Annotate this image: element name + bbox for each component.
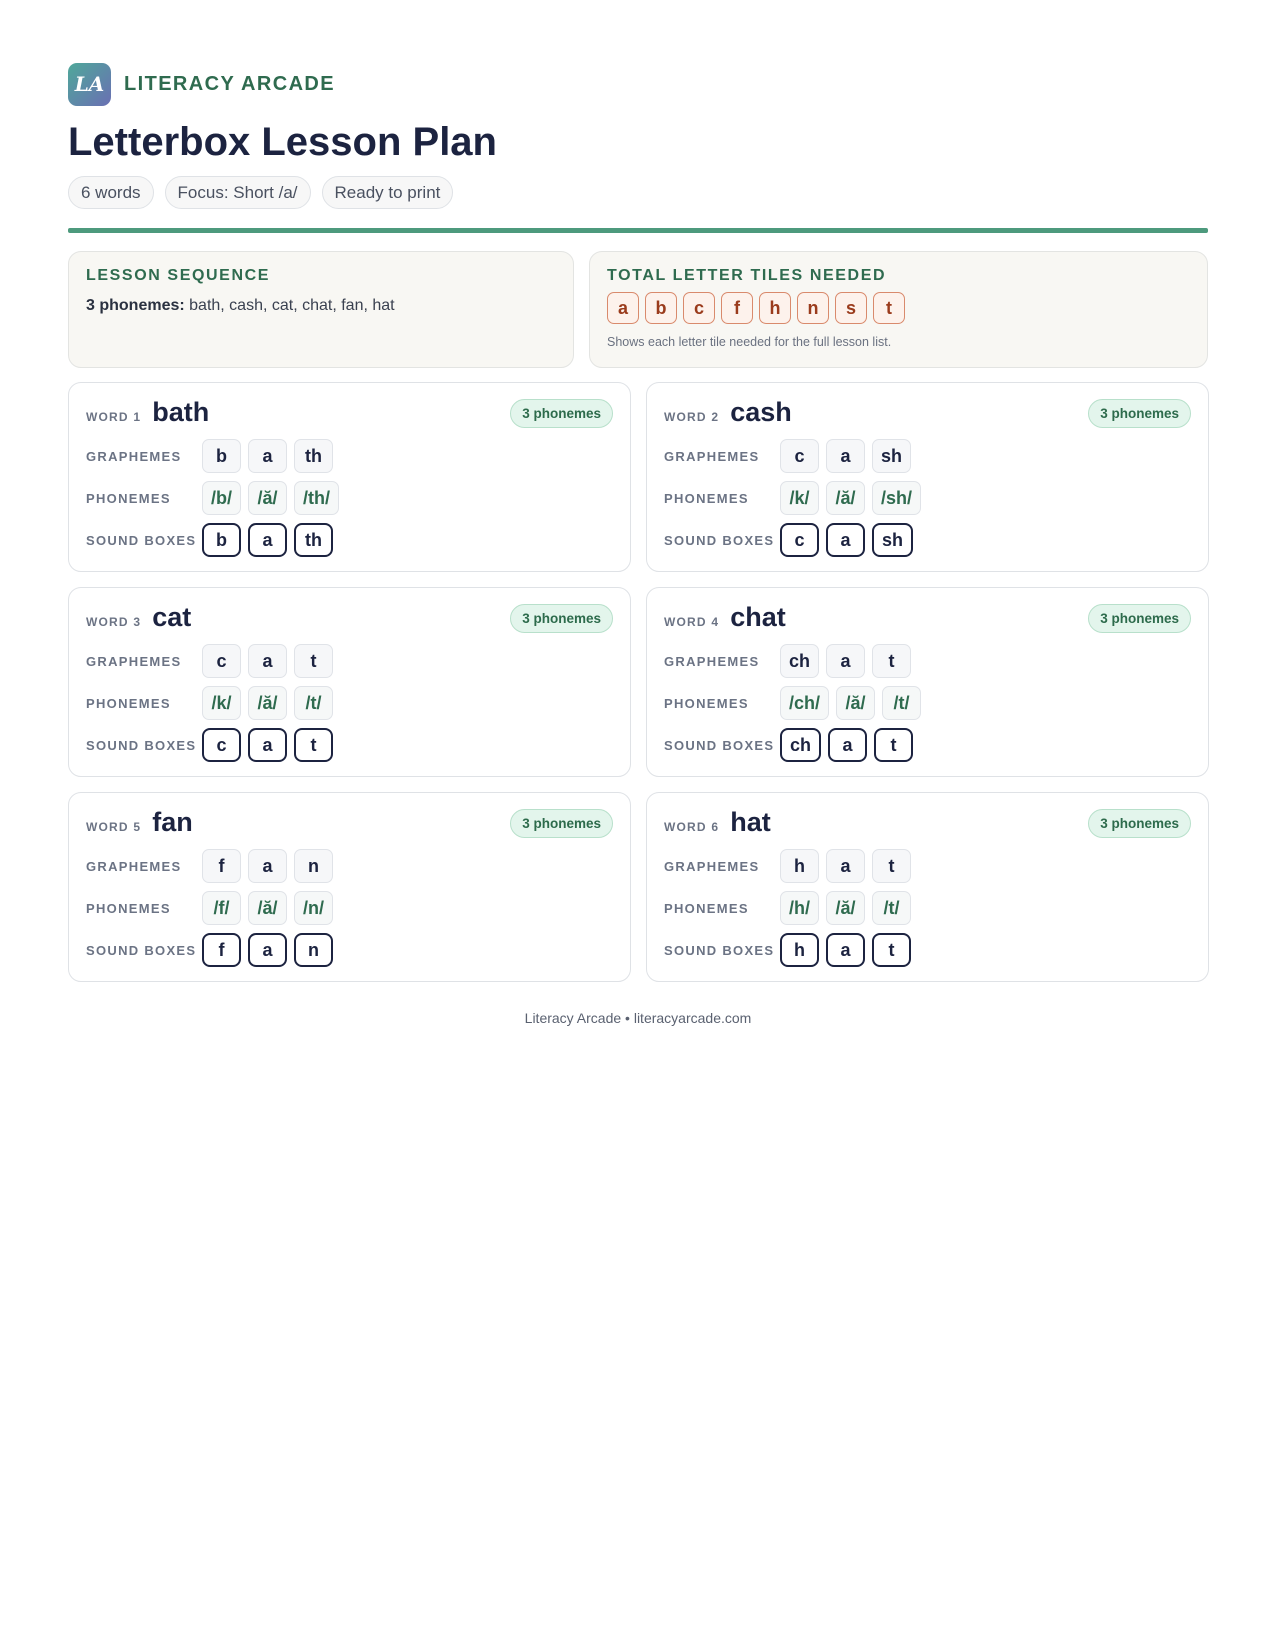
graphemes-row [86, 644, 613, 678]
graphemes-row [86, 439, 613, 473]
phonemes-row [664, 686, 1191, 720]
phoneme-cell: /ch/ [780, 686, 829, 720]
logo-icon: LA [68, 63, 111, 106]
phonemes-row-cells [202, 686, 333, 720]
row-label: SOUND BOXES [86, 737, 197, 753]
sound-boxes-row [86, 933, 613, 967]
word-number: WORD 4 [664, 615, 720, 629]
sound-boxes-row [86, 523, 613, 557]
grapheme-cell: a [826, 439, 865, 473]
graphemes-row [664, 849, 1191, 883]
row-label: GRAPHEMES [86, 448, 182, 464]
phoneme-count-badge: 3 phonemes [510, 399, 613, 428]
row-label: GRAPHEMES [664, 858, 760, 874]
sound-box: f [202, 933, 241, 967]
sound-box: sh [872, 523, 913, 557]
sound-boxes-row-cells [780, 523, 913, 557]
row-label: SOUND BOXES [664, 942, 775, 958]
grapheme-cell: t [872, 644, 911, 678]
grapheme-cell: a [248, 439, 287, 473]
sound-box: t [294, 728, 333, 762]
phoneme-cell: /ă/ [826, 481, 865, 515]
word-number: WORD 5 [86, 820, 142, 834]
phoneme-cell: /ă/ [826, 891, 865, 925]
phoneme-cell: /th/ [294, 481, 339, 515]
phonemes-row [86, 686, 613, 720]
sound-box: n [294, 933, 333, 967]
grapheme-cell: t [294, 644, 333, 678]
phoneme-cell: /ă/ [248, 686, 287, 720]
sound-boxes-row-cells [202, 523, 333, 557]
row-label: PHONEMES [664, 695, 749, 711]
graphemes-row-cells [202, 644, 333, 678]
phonemes-row-cells [202, 481, 339, 515]
sound-box: a [248, 728, 287, 762]
letter-tiles [607, 292, 1190, 324]
grapheme-cell: a [826, 849, 865, 883]
graphemes-row-cells [202, 849, 333, 883]
sound-boxes-row-cells [202, 728, 333, 762]
phonemes-row-cells [780, 481, 921, 515]
phonemes-row-cells [780, 891, 911, 925]
phoneme-cell: /ă/ [248, 481, 287, 515]
sound-boxes-row [664, 523, 1191, 557]
sequence-label: 3 phonemes: [86, 297, 185, 314]
sound-box: t [874, 728, 913, 762]
sound-boxes-row [86, 728, 613, 762]
sound-boxes-row [664, 933, 1191, 967]
graphemes-row-cells [780, 439, 911, 473]
summary-section [68, 251, 1208, 368]
word-text: chat [730, 602, 786, 632]
page-title: Letterbox Lesson Plan [68, 120, 497, 164]
sound-box: a [826, 933, 865, 967]
word-card [68, 382, 631, 572]
graphemes-row-cells [202, 439, 333, 473]
phoneme-cell: /n/ [294, 891, 333, 925]
row-label: SOUND BOXES [86, 532, 197, 548]
letter-tile: s [835, 292, 867, 324]
word-card [646, 792, 1209, 982]
letter-tiles-card [589, 251, 1208, 368]
grapheme-cell: a [248, 849, 287, 883]
row-label: GRAPHEMES [664, 448, 760, 464]
lesson-plan-page [68, 62, 1208, 1026]
grapheme-cell: a [248, 644, 287, 678]
brand-header [68, 62, 1208, 106]
letter-tile: f [721, 292, 753, 324]
sound-boxes-row [664, 728, 1191, 762]
graphemes-row-cells [780, 644, 911, 678]
phoneme-count-badge: 3 phonemes [1088, 809, 1191, 838]
word-text: cat [152, 602, 192, 632]
sound-boxes-row-cells [780, 728, 913, 762]
row-label: SOUND BOXES [86, 942, 197, 958]
row-label: PHONEMES [86, 490, 171, 506]
row-label: GRAPHEMES [86, 858, 182, 874]
phoneme-cell: /t/ [294, 686, 333, 720]
graphemes-row [664, 644, 1191, 678]
word-number: WORD 6 [664, 820, 720, 834]
grapheme-cell: h [780, 849, 819, 883]
sound-box: th [294, 523, 333, 557]
graphemes-row [86, 849, 613, 883]
phoneme-cell: /h/ [780, 891, 819, 925]
row-label: PHONEMES [664, 900, 749, 916]
word-card [646, 587, 1209, 777]
sound-boxes-row-cells [780, 933, 911, 967]
row-label: GRAPHEMES [664, 653, 760, 669]
letter-tile: c [683, 292, 715, 324]
letter-tile: n [797, 292, 829, 324]
phoneme-cell: /sh/ [872, 481, 921, 515]
word-card [646, 382, 1209, 572]
phoneme-count-badge: 3 phonemes [1088, 604, 1191, 633]
footer: Literacy Arcade • literacyarcade.com [524, 1010, 752, 1026]
phonemes-row-cells [780, 686, 921, 720]
header-divider [68, 228, 1208, 233]
word-card [68, 792, 631, 982]
graphemes-row [664, 439, 1191, 473]
phoneme-cell: /ă/ [248, 891, 287, 925]
sound-box: a [248, 523, 287, 557]
row-label: SOUND BOXES [664, 532, 775, 548]
phonemes-row [86, 481, 613, 515]
phoneme-cell: /b/ [202, 481, 241, 515]
sound-box: a [826, 523, 865, 557]
phonemes-row-cells [202, 891, 333, 925]
phoneme-cell: /t/ [882, 686, 921, 720]
phoneme-cell: /ă/ [836, 686, 875, 720]
sequence-words: bath, cash, cat, chat, fan, hat [189, 297, 395, 314]
grapheme-cell: t [872, 849, 911, 883]
info-pills [68, 176, 1208, 209]
graphemes-row-cells [780, 849, 911, 883]
phoneme-count-badge: 3 phonemes [510, 604, 613, 633]
lesson-sequence-card [68, 251, 574, 368]
status-pill: Ready to print [322, 176, 454, 209]
focus-pill: Focus: Short /a/ [165, 176, 311, 209]
phoneme-cell: /t/ [872, 891, 911, 925]
letter-tiles-note: Shows each letter tile needed for the full lesson list. [607, 335, 892, 349]
grapheme-cell: f [202, 849, 241, 883]
word-number: WORD 2 [664, 410, 720, 424]
phonemes-row [664, 891, 1191, 925]
row-label: GRAPHEMES [86, 653, 182, 669]
grapheme-cell: a [826, 644, 865, 678]
grapheme-cell: sh [872, 439, 911, 473]
sound-box: a [248, 933, 287, 967]
row-label: SOUND BOXES [664, 737, 775, 753]
letter-tile: h [759, 292, 791, 324]
sound-box: a [828, 728, 867, 762]
word-text: bath [152, 397, 210, 427]
sound-box: b [202, 523, 241, 557]
letter-tiles-heading: TOTAL LETTER TILES NEEDED [607, 267, 887, 284]
brand-name: LITERACY ARCADE [124, 72, 336, 95]
grapheme-cell: c [780, 439, 819, 473]
phoneme-cell: /k/ [780, 481, 819, 515]
word-count-pill: 6 words [68, 176, 154, 209]
sound-box: t [872, 933, 911, 967]
word-card-grid [68, 382, 1208, 982]
letter-tile: b [645, 292, 677, 324]
letter-tile: a [607, 292, 639, 324]
grapheme-cell: th [294, 439, 333, 473]
lesson-sequence-heading: LESSON SEQUENCE [86, 267, 271, 284]
grapheme-cell: n [294, 849, 333, 883]
phoneme-cell: /k/ [202, 686, 241, 720]
phonemes-row [664, 481, 1191, 515]
sound-box: c [202, 728, 241, 762]
phonemes-row [86, 891, 613, 925]
phoneme-count-badge: 3 phonemes [510, 809, 613, 838]
letter-tile: t [873, 292, 905, 324]
phoneme-count-badge: 3 phonemes [1088, 399, 1191, 428]
word-card [68, 587, 631, 777]
row-label: PHONEMES [86, 900, 171, 916]
grapheme-cell: ch [780, 644, 819, 678]
grapheme-cell: c [202, 644, 241, 678]
word-text: hat [730, 807, 771, 837]
lesson-sequence-text [86, 297, 556, 315]
sound-box: h [780, 933, 819, 967]
grapheme-cell: b [202, 439, 241, 473]
word-text: cash [730, 397, 792, 427]
word-number: WORD 1 [86, 410, 142, 424]
row-label: PHONEMES [86, 695, 171, 711]
sound-box: c [780, 523, 819, 557]
sound-box: ch [780, 728, 821, 762]
word-text: fan [152, 807, 193, 837]
phoneme-cell: /f/ [202, 891, 241, 925]
word-number: WORD 3 [86, 615, 142, 629]
sound-boxes-row-cells [202, 933, 333, 967]
row-label: PHONEMES [664, 490, 749, 506]
